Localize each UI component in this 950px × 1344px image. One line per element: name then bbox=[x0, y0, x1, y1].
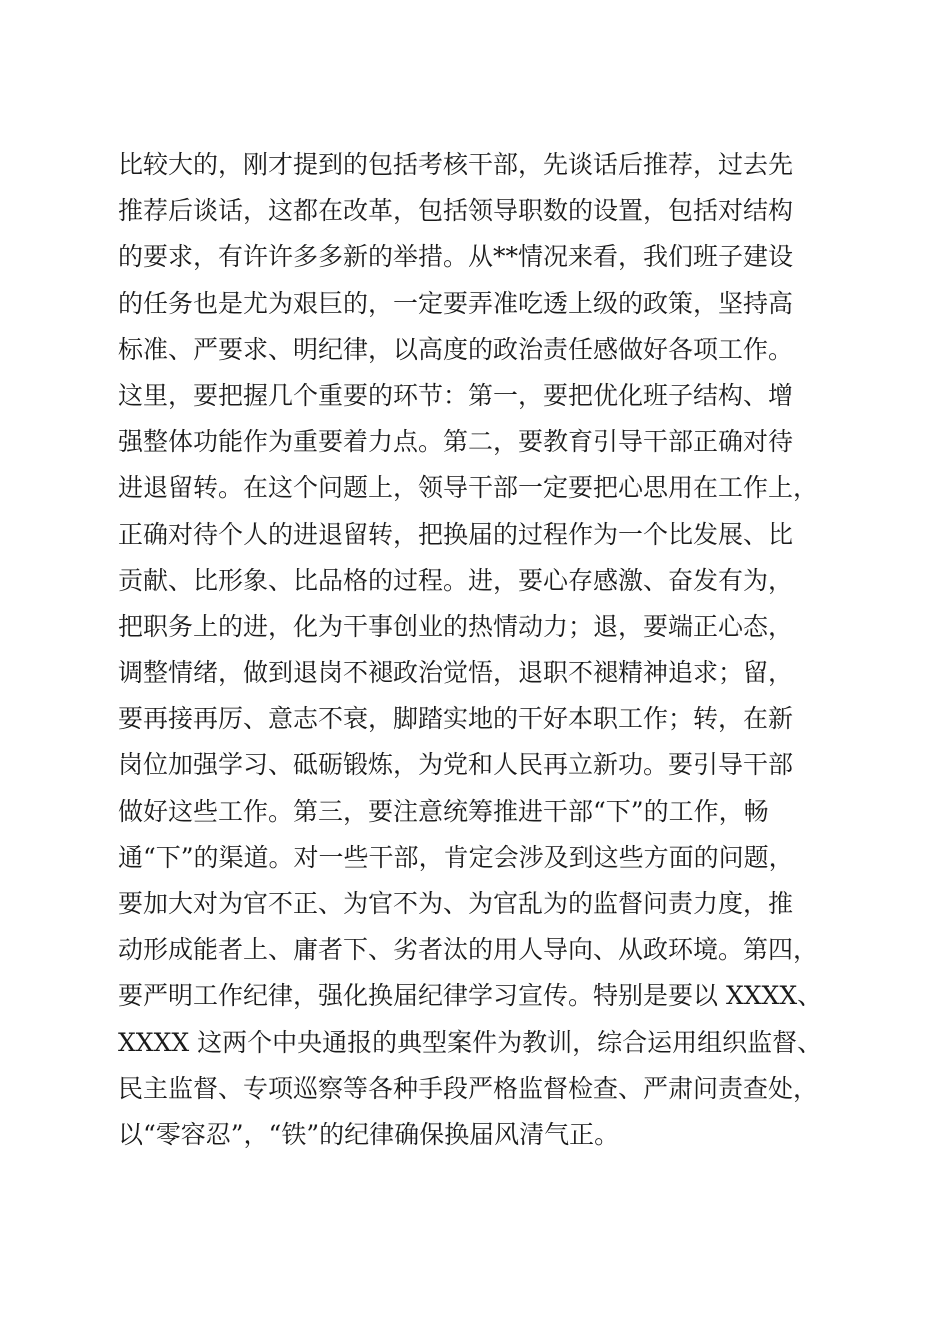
body-paragraph bbox=[118, 142, 848, 1158]
text-line-8: 进退留转。在这个问题上，领导干部一定要把心思用在工作上， bbox=[118, 473, 819, 503]
text-line-7: 强整体功能作为重要着力点。第二，要教育引导干部正确对待 bbox=[118, 427, 794, 457]
text-line-18: 动形成能者上、庸者下、劣者汰的用人导向、从政环境。第四， bbox=[118, 935, 819, 965]
text-line-3: 的要求，有许许多多新的举措。从**情况来看，我们班子建设 bbox=[118, 242, 794, 272]
text-line-2: 推荐后谈话，这都在改革，包括领导职数的设置，包括对结构 bbox=[118, 196, 794, 226]
text-line-14: 岗位加强学习、砥砺锻炼，为党和人民再立新功。要引导干部 bbox=[118, 750, 794, 780]
text-line-9: 正确对待个人的进退留转，把换届的过程作为一个比发展、比 bbox=[118, 519, 794, 549]
text-line-11: 把职务上的进，化为干事创业的热情动力；退，要端正心态， bbox=[118, 611, 794, 641]
text-line-5: 标准、严要求、明纪律，以高度的政治责任感做好各项工作。 bbox=[118, 334, 794, 364]
text-line-21: 民主监督、专项巡察等各种手段严格监督检查、严肃问责查处， bbox=[118, 1073, 819, 1103]
text-line-12: 调整情绪，做到退岗不褪政治觉悟，退职不褪精神追求；留， bbox=[118, 658, 794, 688]
text-line-10: 贡献、比形象、比品格的过程。进，要心存感激、奋发有为， bbox=[118, 565, 794, 595]
text-line-13: 要再接再厉、意志不衰，脚踏实地的干好本职工作；转，在新 bbox=[118, 704, 794, 734]
text-line-4: 的任务也是尤为艰巨的，一定要弄准吃透上级的政策，坚持高 bbox=[118, 288, 794, 318]
text-line-15: 做好这些工作。第三，要注意统筹推进干部“下”的工作，畅 bbox=[118, 796, 769, 826]
text-line-20: XXXX 这两个中央通报的典型案件为教训，综合运用组织监督、 bbox=[118, 1027, 823, 1057]
text-line-16: 通“下”的渠道。对一些干部，肯定会涉及到这些方面的问题， bbox=[118, 842, 794, 872]
text-line-1: 比较大的，刚才提到的包括考核干部，先谈话后推荐，过去先 bbox=[118, 150, 794, 179]
text-line-17: 要加大对为官不正、为官不为、为官乱为的监督问责力度，推 bbox=[118, 889, 794, 918]
text-line-22: 以“零容忍”，“铁”的纪律确保换届风清气正。 bbox=[118, 1119, 620, 1149]
text-line-19: 要严明工作纪律，强化换届纪律学习宣传。特别是要以 XXXX、 bbox=[118, 981, 823, 1011]
text-line-6: 这里，要把握几个重要的环节：第一，要把优化班子结构、增 bbox=[118, 380, 794, 410]
